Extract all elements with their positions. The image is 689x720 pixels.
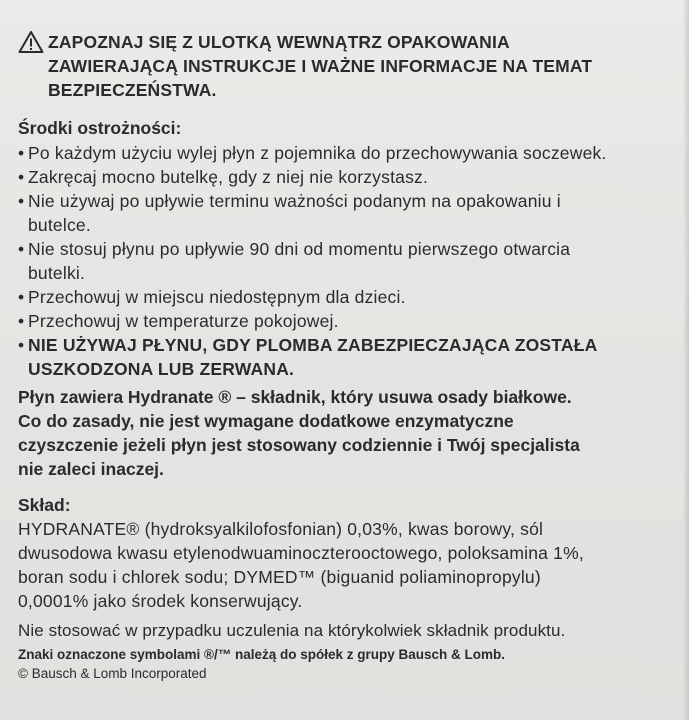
list-item-text: NIE UŻYWAJ PŁYNU, GDY PLOMBA ZABEZPIECZAJĄCA ZOSTAŁA USZKODZONA LUB ZERWANA. bbox=[28, 335, 598, 379]
list-item-text: Zakręcaj mocno butelkę, gdy z niej nie korzystasz. bbox=[28, 167, 429, 187]
safety-warning bbox=[18, 30, 678, 102]
list-item bbox=[18, 237, 678, 285]
list-item-text: Przechowuj w temperaturze pokojowej. bbox=[28, 311, 339, 331]
list-item-text: Po każdym użyciu wylej płyn z pojemnika do przechowywania soczewek. bbox=[28, 143, 607, 163]
copyright-note: © Bausch & Lomb Incorporated bbox=[18, 666, 207, 681]
bullet: • bbox=[18, 167, 25, 187]
package-label bbox=[18, 30, 678, 683]
package-edge-shadow bbox=[683, 0, 689, 720]
trademark-note: Znaki oznaczone symbolami ®/™ należą do spółek z grupy Bausch & Lomb. bbox=[18, 647, 506, 662]
list-item-text: Przechowuj w miejscu niedostępnym dla dzieci. bbox=[28, 287, 406, 307]
list-item-seal-warning bbox=[18, 333, 678, 381]
hydranate-note: Płyn zawiera Hydranate ® – składnik, który usuwa osady białkowe. Co do zasady, nie jest wymagane dodatkowe enzymatyczne czyszczenie jeżeli płyn jest stosowany codziennie i Twój specjalista nie zaleci inaczej. bbox=[18, 387, 580, 479]
list-item-text: Nie stosuj płynu po upływie 90 dni od momentu pierwszego otwarcia butelki. bbox=[28, 239, 571, 283]
precautions-list bbox=[18, 141, 678, 381]
list-item bbox=[18, 285, 678, 309]
bullet: • bbox=[18, 311, 25, 331]
bullet: • bbox=[18, 239, 25, 259]
warning-triangle-icon bbox=[18, 30, 44, 54]
safety-warning-text: ZAPOZNAJ SIĘ Z ULOTKĄ WEWNĄTRZ OPAKOWANIA ZAWIERAJĄCĄ INSTRUKCJE I WAŻNE INFORMACJE NA TEMAT BEZPIECZEŃSTWA. bbox=[48, 32, 593, 100]
list-item bbox=[18, 189, 678, 237]
bullet: • bbox=[18, 143, 25, 163]
bullet: • bbox=[18, 335, 25, 355]
allergy-note: Nie stosować w przypadku uczulenia na którykolwiek składnik produktu. bbox=[18, 621, 566, 640]
list-item bbox=[18, 309, 678, 333]
composition-heading: Skład: bbox=[18, 495, 71, 515]
list-item bbox=[18, 141, 678, 165]
bullet: • bbox=[18, 191, 25, 211]
list-item bbox=[18, 165, 678, 189]
composition-text: HYDRANATE® (hydroksyalkilofosfonian) 0,03%, kwas borowy, sól dwusodowa kwasu etylenodwuaminoczterooctowego, poloksamina 1%, boran sodu i chlorek sodu; DYMED™ (biguanid poliaminopropylu) 0,0001% jako środek konserwujący. bbox=[18, 519, 584, 611]
bullet: • bbox=[18, 287, 25, 307]
list-item-text: Nie używaj po upływie terminu ważności podanym na opakowaniu i butelce. bbox=[28, 191, 561, 235]
precautions-heading: Środki ostrożności: bbox=[18, 118, 182, 138]
